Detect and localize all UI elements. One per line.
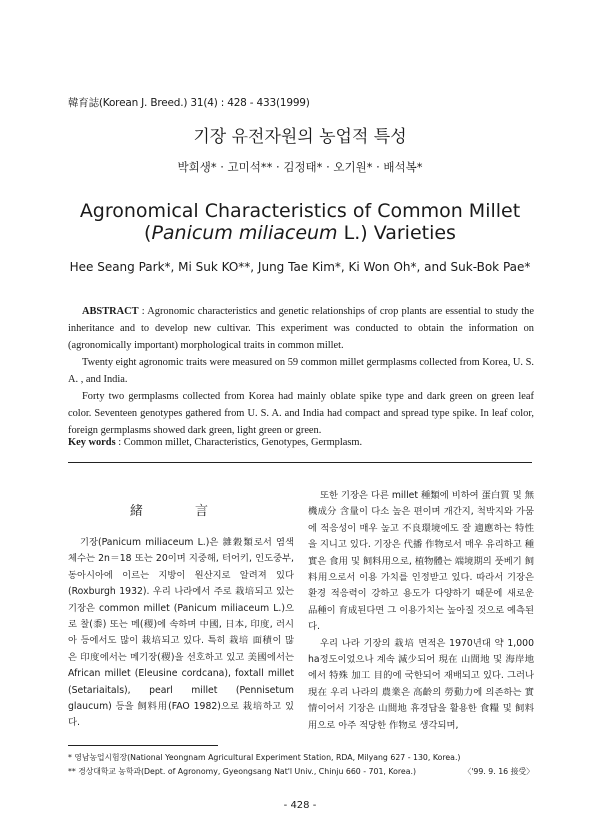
left-column [68, 535, 294, 732]
english-title-line1: Agronomical Characteristics of Common Millet [79, 200, 521, 222]
title-paren: ( [144, 222, 152, 244]
species-name: Panicum miliaceum [151, 222, 338, 244]
received-date: 〈'99. 9. 16 接受〉 [463, 767, 534, 776]
section-heading [68, 500, 294, 519]
intro-paragraph-1: 기장(Panicum miliaceum L.)은 雜穀類로서 염색체수는 2n＝18 또는 20이며 지중해, 터어키, 인도중부, 동아시아에 이르는 지방이 원산지로 알려져 있다(Roxburgh 1932). 우리 나라에서 주로 栽培되고 있는 기장은 common millet (Panicum miliaceum L.)으로 찰(黍) 또는 메(稷)에 속하며 中國, 日本, 印度, 러시아 등에서도 많이 栽培되고 있다. 특히 栽培 面積이 많은 印度에서는 메기장(稷)을 선호하고 있고 美國에서는 African millet (Eleusine cordcana), foxtall millet (Setariaitals), pearl millet (Pennisetum glaucum) 등을 飼料用(FAO 1982)으로 栽培하고 있다. [68, 537, 294, 729]
divider [68, 462, 532, 463]
english-title [0, 200, 600, 244]
keywords-label: Key words [68, 437, 116, 448]
keywords-text: : Common millet, Characteristics, Genotypes, Germplasm. [115, 437, 363, 448]
abstract-label: ABSTRACT [82, 306, 139, 317]
footnote-1: * 영남농업시험장(National Yeongnam Agricultural Experiment Station, RDA, Milyang 627 - 130, Korea.) [68, 753, 461, 762]
intro-paragraph-2: 또한 기장은 다른 millet 種類에 비하여 蛋白質 및 無機成分 含量이 다소 높은 편이며 개간지, 척박지와 가뭄에 적응성이 매우 높고 不良環境에도 잘 適應하는 特性을 지니고 있다. 기장은 代播 作物로서 매우 유리하고 種實은 食用 및 飼料用으로, 植物體는 端境期의 풋베기 飼料用으로서 이용 가치를 인정받고 있다. 따라서 기장은 환경 적응력이 강하고 용도가 다양하기 때문에 새로운 品種이 育成된다면 그 이용가치는 높아질 것으로 예측된다. [308, 490, 534, 633]
abstract-text-1: : Agronomic characteristics and genetic relationships of crop plants are essential to study the inheritance and to develop new cultivar. This experiment was conducted to obtain the information on (agronomically important) morphological traits in common millet. [68, 306, 534, 351]
journal-citation: 韓育誌(Korean J. Breed.) 31(4) : 428 - 433(1999) [68, 97, 310, 109]
english-authors: Hee Seang Park*, Mi Suk KO**, Jung Tae Kim*, Ki Won Oh*, and Suk-Bok Pae* [69, 260, 531, 274]
abstract-paragraph-2: Twenty eight agronomic traits were measured on 59 common millet germplasms collected from Korea, U. S. A. , and India. [68, 357, 534, 385]
korean-title: 기장 유전자원의 농업적 특성 [193, 127, 407, 147]
keywords [68, 437, 534, 448]
korean-authors: 박희생* · 고미석** · 김정태* · 오기원* · 배석복* [177, 160, 423, 174]
section-heading-text: 緒 言 [129, 504, 233, 519]
abstract-paragraph-3: Forty two germplasms collected from Korea had mainly oblate spike type and dark green on green leaf color. Seventeen genotypes gathered from U. S. A. and India had compact and spread type spike. In leaf color, foreign germplasms showed dark green, light green or green. [68, 391, 534, 436]
page-number: - 428 - [283, 800, 317, 811]
intro-paragraph-3: 우리 나라 기장의 栽培 면적은 1970년대 약 1,000 ha정도이었으나 계속 減少되어 現在 山間地 및 海岸地에서 特殊 加工 目的에 국한되어 재배되고 있다. 그러나 現在 우리 나라의 農業은 高齡의 勞動力에 의존하는 實情이어서 기장은 山間地 휴경답을 활용한 食糧 및 飼料用으로 아주 적당한 作物로 생각되며, [308, 637, 534, 731]
english-title-line2 [0, 222, 600, 244]
abstract [68, 303, 534, 439]
title-suffix: L.) Varieties [337, 222, 456, 244]
footnote-divider [68, 745, 218, 746]
abstract-paragraph-1 [68, 303, 534, 354]
right-column [308, 488, 534, 734]
footnote-2: ** 경상대학교 농학과(Dept. of Agronomy, Gyeongsang Nat'l Univ., Chinju 660 - 701, Korea.) [68, 767, 417, 776]
